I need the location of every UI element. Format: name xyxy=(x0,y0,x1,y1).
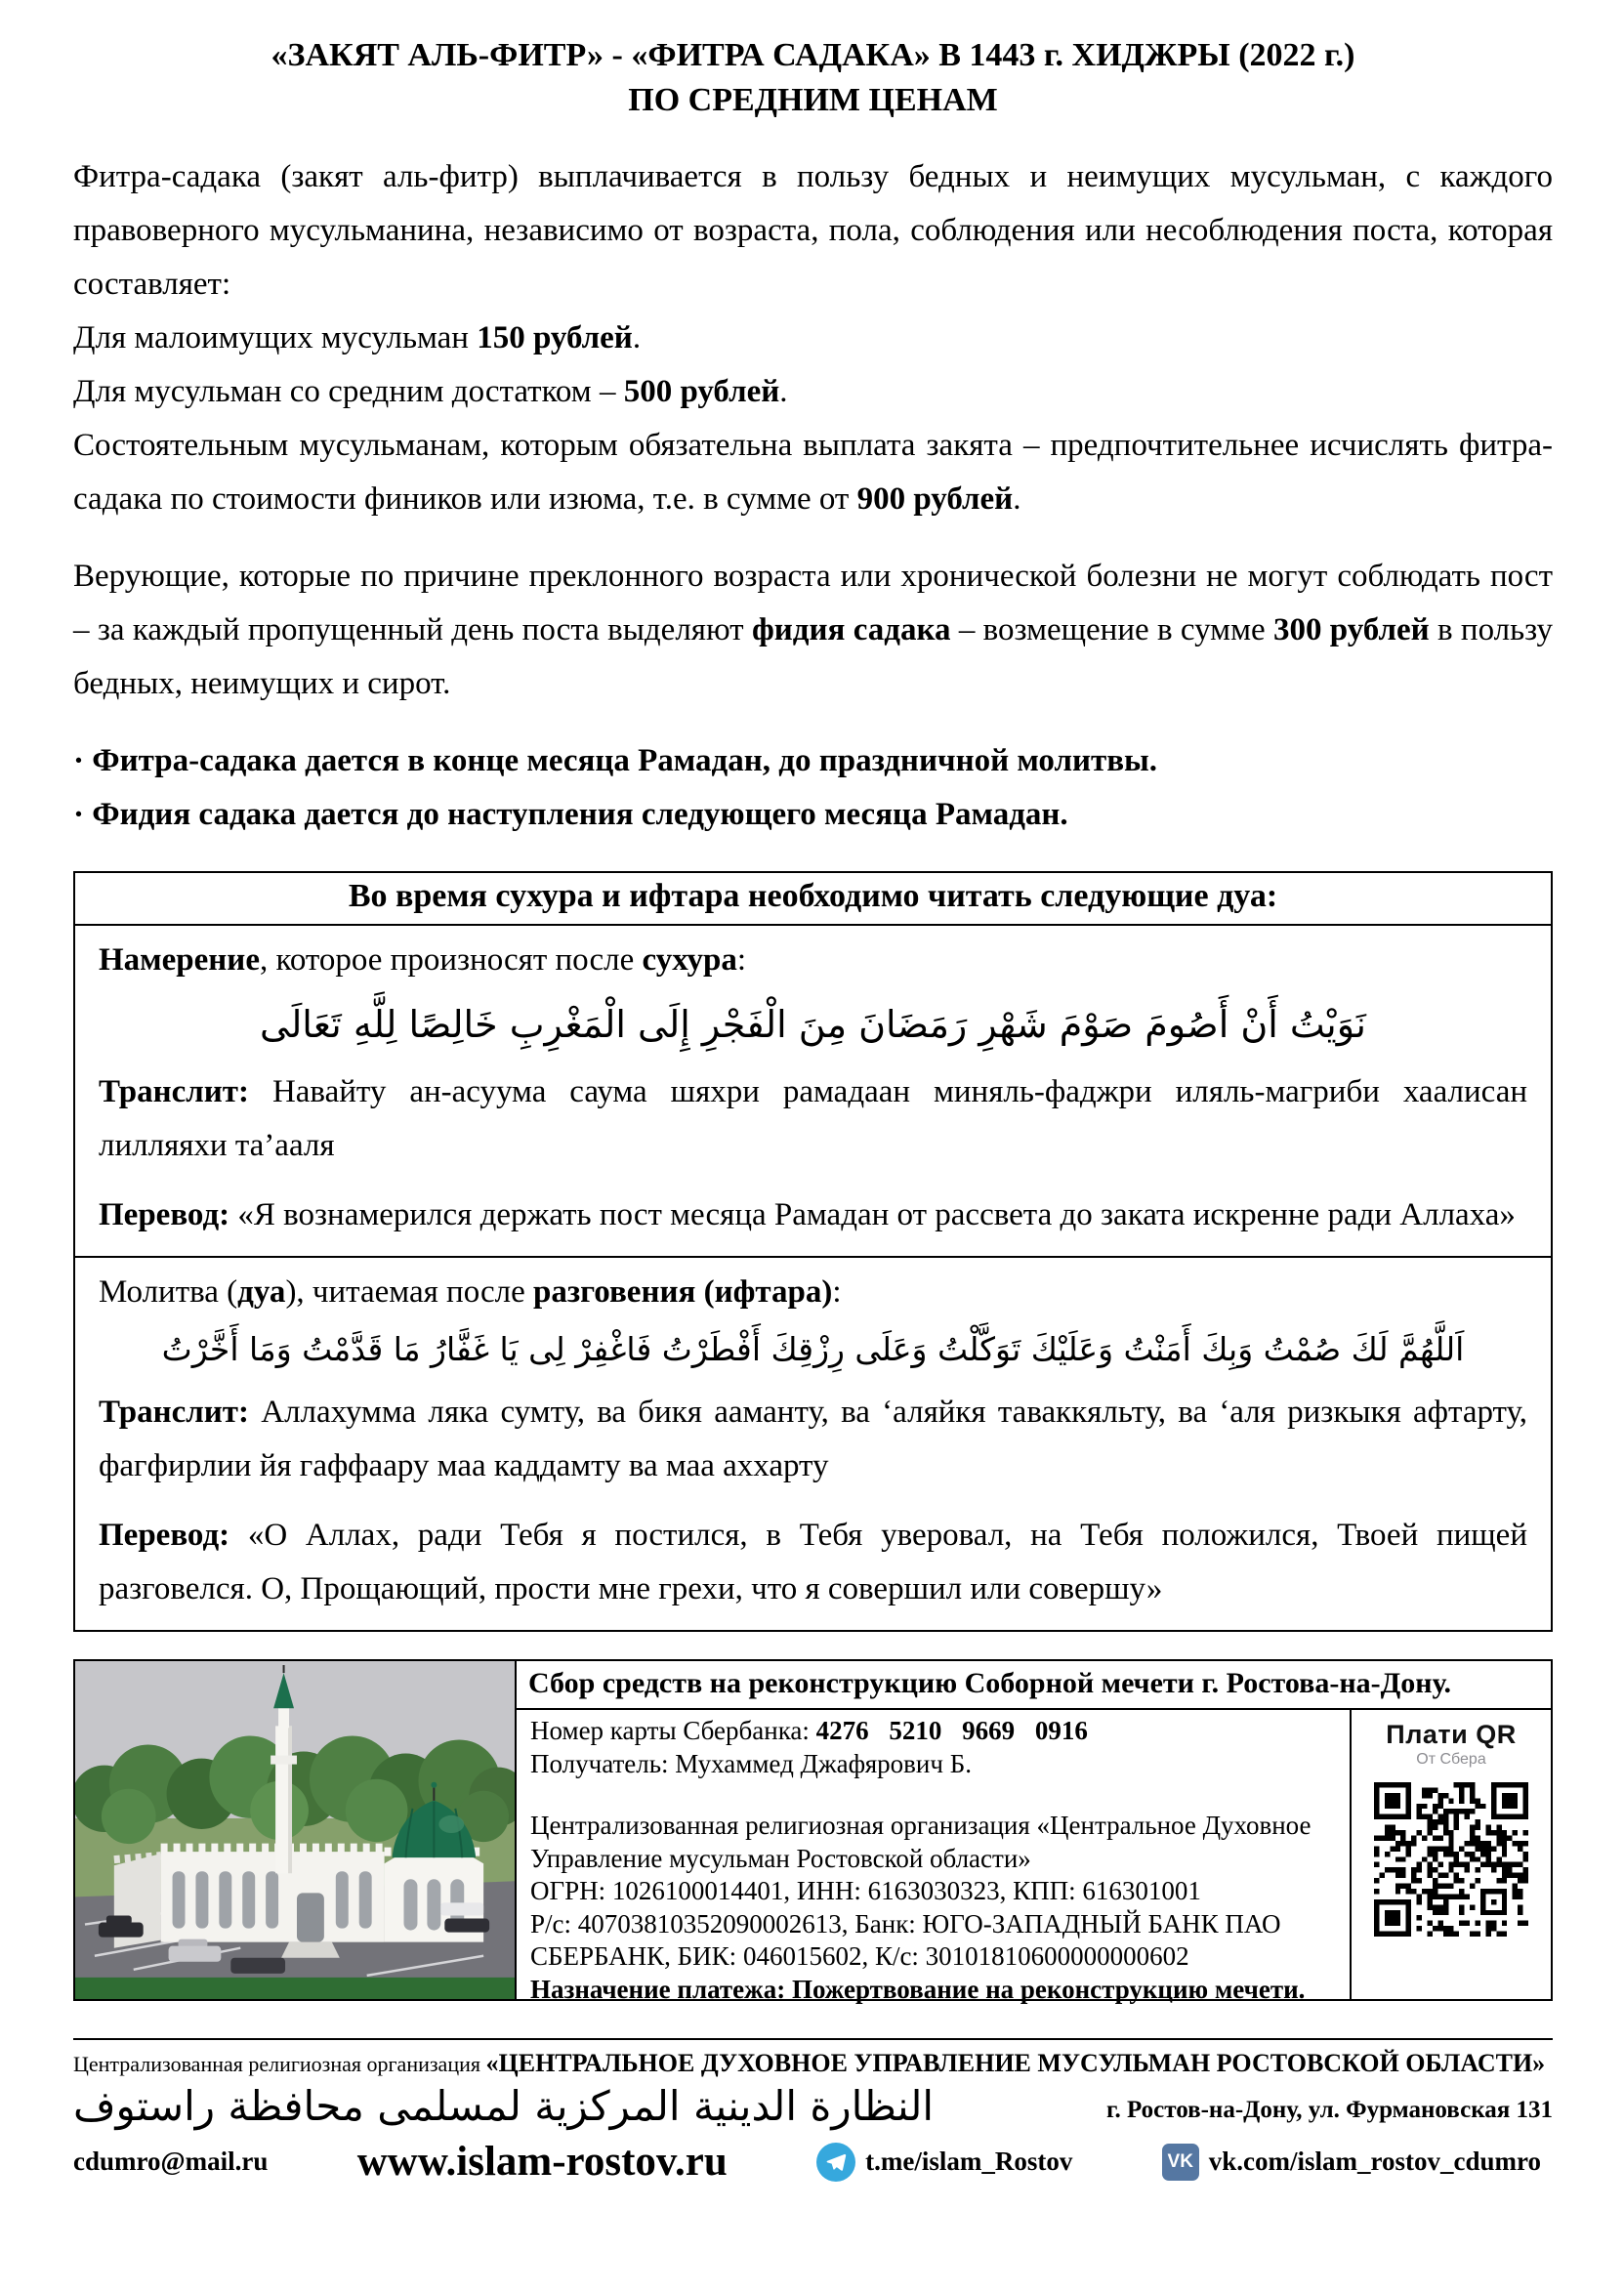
purpose-text: Назначение платежа: Пожертвование на реконструкцию мечети. xyxy=(530,1974,1306,2004)
title-line-1: «ЗАКЯТ АЛЬ-ФИТР» - «ФИТРА САДАКА» В 1443 г. ХИДЖРЫ (2022 г.) xyxy=(271,37,1355,73)
rate-low-amount: 150 рублей xyxy=(477,320,633,355)
dua-table-header: Во время сухура и ифтара необходимо читать следующие дуа: xyxy=(75,873,1551,926)
bank-line: Р/с: 40703810352090002613, Банк: ЮГО-ЗАПАДНЫЙ БАНК ПАО СБЕРБАНК, БИК: 046015602, К/с: 30101810600000000602 xyxy=(530,1908,1281,1971)
mosque-illustration xyxy=(75,1661,515,1999)
donation-details xyxy=(517,1710,1350,2004)
document-title xyxy=(73,33,1553,123)
iftar-translit-text: Аллахумма ляка сумту, ва бикя ааманту, ва ‘аляйкя таваккяльту, ва ‘аля ризкыкя афтарту, фагфирлии йя гаффаару маа каддамту ва маа аххарту xyxy=(99,1395,1527,1483)
bullet-notes xyxy=(73,734,1553,842)
footer-arabic-name: النظارة الدينية المركزية لمسلمى محافظة راستوف xyxy=(73,2082,935,2130)
windows xyxy=(173,1871,372,1928)
intro-lead-text: Фитра-садака (закят аль-фитр) выплачивается в пользу бедных и неимущих мусульман, с каждого правоверного мусульманина, независимо от возраста, пола, соблюдения или несоблюдения поста, которая составляет: xyxy=(73,159,1553,302)
telegram-link[interactable]: t.me/islam_Rostov xyxy=(865,2147,1073,2176)
suhur-intro-text-2: : xyxy=(736,942,746,978)
iftar-translit-line xyxy=(99,1386,1527,1493)
footer-org-prefix: Централизованная религиозная организация xyxy=(73,2052,486,2076)
qr-code xyxy=(1374,1782,1528,1937)
rate-low-dot: . xyxy=(632,320,642,355)
email-link[interactable]: cdumro@mail.ru xyxy=(73,2147,269,2176)
page-footer xyxy=(73,2038,1553,2186)
iftar-intro-text-3: : xyxy=(832,1274,842,1310)
suhur-translation-line xyxy=(99,1188,1527,1242)
card-number: 4276 5210 9669 0916 xyxy=(815,1716,1088,1745)
donation-right-panel xyxy=(517,1661,1551,2004)
vk-icon xyxy=(1162,2144,1199,2181)
qr-panel xyxy=(1350,1710,1551,1999)
iftar-translation-label: Перевод: xyxy=(99,1518,248,1553)
fidya-text-3: в пользу бедных, неимущих и сирот. xyxy=(73,612,1553,701)
suhur-intro-bold-1: Намерение xyxy=(99,942,260,978)
telegram-contact xyxy=(816,2143,1072,2182)
iftar-intro-line xyxy=(99,1266,1527,1319)
fidya-term: фидия садака xyxy=(751,612,951,647)
telegram-icon xyxy=(816,2143,855,2182)
rate-high-dot: . xyxy=(1013,481,1021,517)
iftar-translation-text: «О Аллах, ради Тебя я постился, в Тебя уверовал, на Тебя положился, Твоей пищей разговелся. О, Прощающий, прости мне грехи, что я совершил или совершу» xyxy=(99,1518,1527,1606)
suhur-intro-text-1: , которое произносят после xyxy=(259,942,643,978)
rate-high-text: Состоятельным мусульманам, которым обязательна выплата закята – предпочтительнее исчислять фитра-садака по стоимости фиников или изюма, т.е. в сумме от xyxy=(73,428,1553,517)
bullet-fidya: · Фидия садака дается до наступления следующего месяца Рамадан. xyxy=(73,797,1068,832)
footer-contacts-line xyxy=(73,2138,1553,2186)
iftar-translation-line xyxy=(99,1509,1527,1616)
rate-high-amount: 900 рублей xyxy=(856,481,1014,517)
rate-mid-amount: 500 рублей xyxy=(623,374,780,409)
footer-org-name: «ЦЕНТРАЛЬНОЕ ДУХОВНОЕ УПРАВЛЕНИЕ МУСУЛЬМАН РОСТОВСКОЙ ОБЛАСТИ» xyxy=(485,2049,1546,2077)
fidya-paragraph xyxy=(73,550,1553,711)
pay-qr-logo: Плати QR xyxy=(1386,1720,1517,1749)
card-label: Номер карты Сбербанка: xyxy=(530,1716,816,1745)
suhur-translit-text: Навайту ан-асуума саума шяхри рамадаан миняль-фаджри иляль-магриби хаалисан лилляяхи та’ааля xyxy=(99,1074,1527,1163)
pay-qr-subtitle: От Сбера xyxy=(1416,1751,1486,1768)
suhur-translit-line xyxy=(99,1065,1527,1173)
intro-lead xyxy=(73,150,1553,312)
suhur-translation-label: Перевод: xyxy=(99,1197,238,1232)
purpose-line xyxy=(530,1974,1340,2007)
iftar-intro-text-2: ), читаемая после xyxy=(285,1274,534,1310)
vk-contact xyxy=(1162,2144,1541,2181)
iftar-intro-bold-2: разговения (ифтара) xyxy=(533,1274,833,1310)
fidya-text-2: – возмещение в сумме xyxy=(950,612,1273,647)
donation-body xyxy=(517,1710,1551,2004)
iftar-dua-cell xyxy=(75,1256,1551,1630)
dua-table xyxy=(73,871,1553,1632)
iftar-intro-text-1: Молитва ( xyxy=(99,1274,238,1310)
footer-address: г. Ростов-на-Дону, ул. Фурмановская 131 xyxy=(1105,2097,1553,2123)
rate-low-text: Для малоимущих мусульман xyxy=(73,320,478,355)
mosque-image xyxy=(75,1661,517,1999)
rate-high-line xyxy=(73,419,1553,526)
rate-mid-text: Для мусульман со средним достатком – xyxy=(73,374,624,409)
suhur-dua-cell xyxy=(75,926,1551,1256)
suhur-intro-line xyxy=(99,934,1527,987)
iftar-translit-label: Транслит: xyxy=(99,1395,262,1430)
bullet-fitra: · Фитра-садака дается в конце месяца Рамадан, до праздничной молитвы. xyxy=(73,743,1158,778)
rate-low-line xyxy=(73,312,1553,365)
footer-divider xyxy=(73,2038,1553,2040)
suhur-translation-text: «Я вознамерился держать пост месяца Рамадан от рассвета до заката искренне ради Аллаха» xyxy=(237,1197,1516,1232)
card-line xyxy=(530,1715,1340,1748)
intro-section xyxy=(73,150,1553,526)
suhur-arabic-text: نَوَيْتُ أَنْ أَصُومَ صَوْمَ شَهْرِ رَمَضَانَ مِنَ الْفَجْرِ إِلَى الْمَغْرِبِ خَالِصًا لِلَّهِ تَعَالَى xyxy=(260,1003,1366,1046)
vk-icon-label: VK xyxy=(1167,2150,1193,2172)
organization-line: Централизованная религиозная организация «Центральное Духовное Управление мусульман Ростовской области» xyxy=(530,1811,1312,1873)
website-link[interactable]: www.islam-rostov.ru xyxy=(356,2139,728,2185)
recipient-line: Получатель: Мухаммед Джафярович Б. xyxy=(530,1748,972,1778)
rate-mid-dot: . xyxy=(779,374,788,409)
rate-mid-line xyxy=(73,365,1553,419)
footer-middle-line xyxy=(73,2079,1553,2134)
fidya-text-1: Верующие, которые по причине преклонного возраста или хронической болезни не могут соблюдать пост – за каждый пропущенный день поста выделяют xyxy=(73,559,1553,647)
donation-header: Сбор средств на реконструкцию Соборной мечети г. Ростова-на-Дону. xyxy=(517,1661,1551,1710)
iftar-arabic-text: اَللَّهُمَّ لَكَ صُمْتُ وَبِكَ أَمَنْتُ وَعَلَيْكَ تَوَكَّلْتُ وَعَلَى رِزْقِكَ أَفْطَرْتُ فَاغْفِرْ لِى يَا غَفَّارُ مَا قَدَّمْتُ وَمَا أَخَّرْتُ xyxy=(161,1330,1465,1368)
iftar-intro-bold-1: дуа xyxy=(237,1274,286,1310)
suhur-intro-bold-2: сухура xyxy=(642,942,737,978)
suhur-translit-label: Транслит: xyxy=(99,1074,272,1109)
title-line-2: ПО СРЕДНИМ ЦЕНАМ xyxy=(628,82,998,118)
footer-org-line xyxy=(73,2049,1553,2079)
vk-link[interactable]: vk.com/islam_rostov_cdumro xyxy=(1208,2147,1541,2176)
donation-box xyxy=(73,1659,1553,2004)
fidya-amount: 300 рублей xyxy=(1272,612,1430,647)
registry-line: ОГРН: 1026100014401, ИНН: 6163030323, КПП: 616301001 xyxy=(530,1876,1201,1905)
